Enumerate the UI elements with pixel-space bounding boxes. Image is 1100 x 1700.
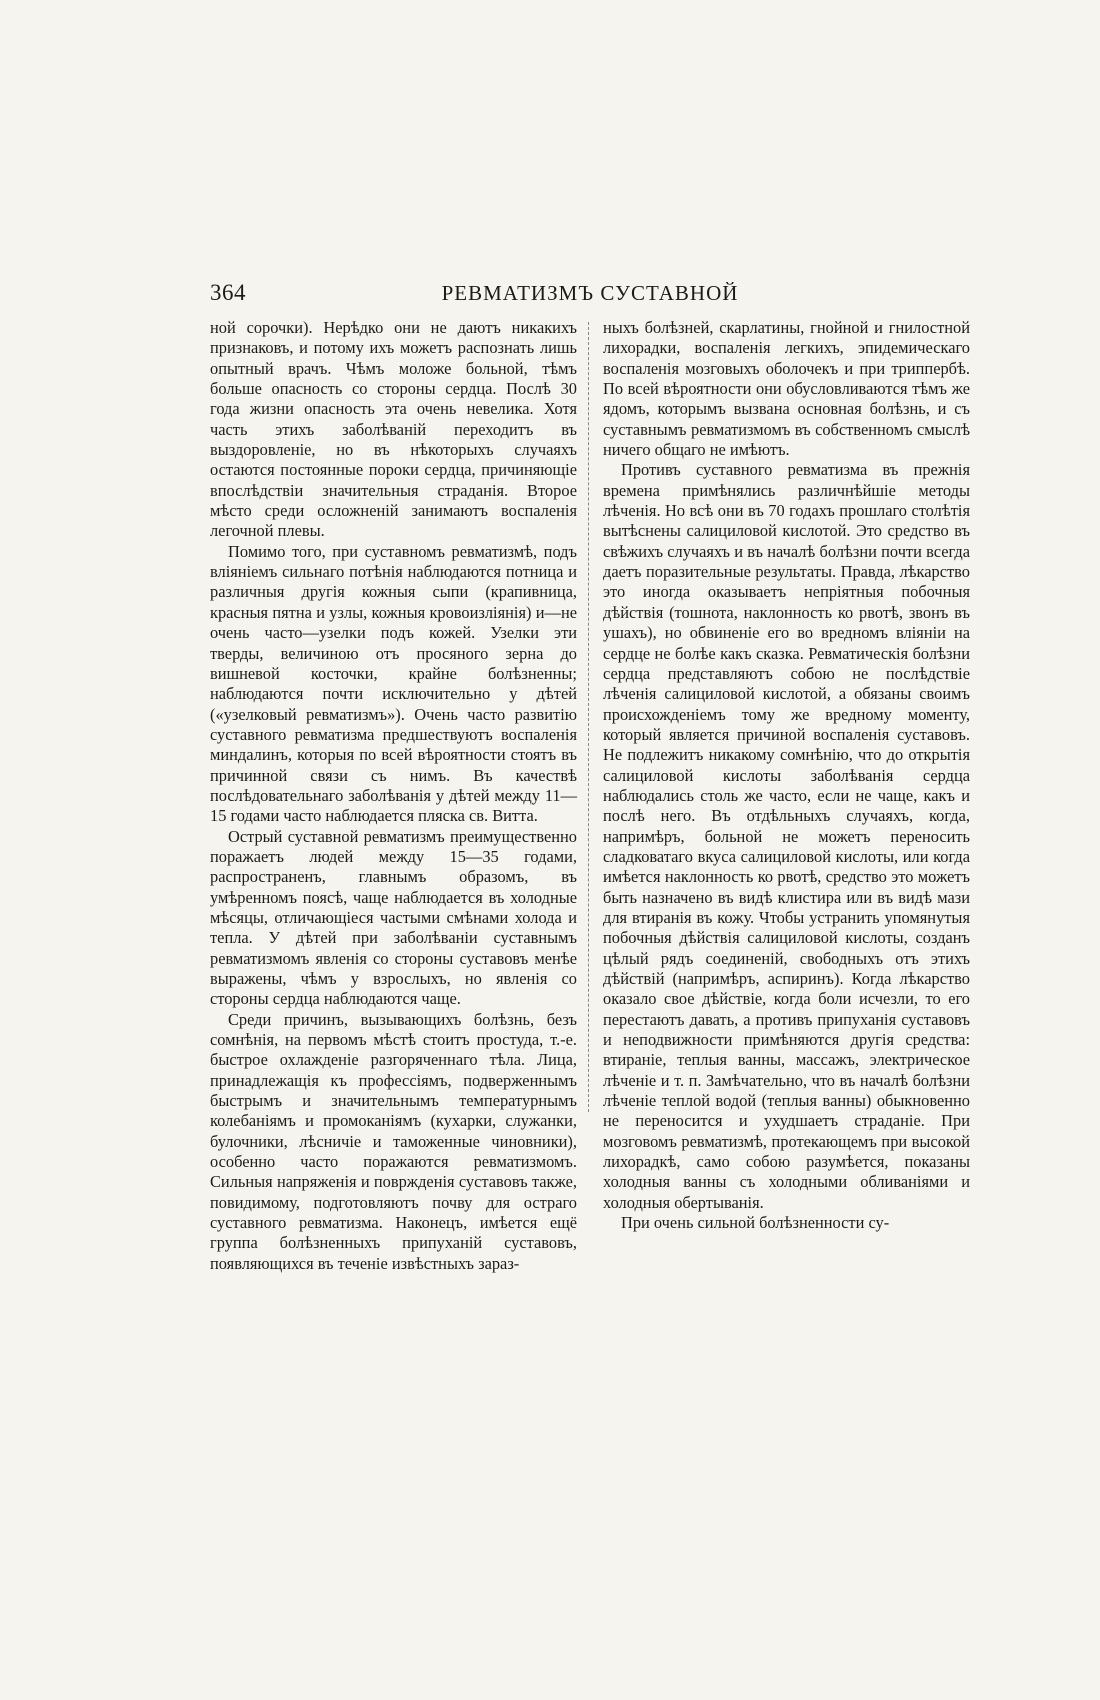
paragraph: Помимо того, при суставномъ ревматизмѣ, подъ вліяніемъ сильнаго потѣнія наблюдаются потница и различныя другія кожныя сыпи (крапивница, красныя пятна и узлы, кожныя кровоизліянія) и—не очень часто—узелки подъ кожей. Узелки эти тверды, величиною отъ просяного зерна до вишневой косточки, крайне болѣзненны; наблюдаются почти исключительно у дѣтей («узелковый ревматизмъ»). Очень часто развитію суставного ревматизма предшествуютъ воспаленія миндалинъ, которыя по всей вѣроятности стоятъ въ причинной связи съ нимъ. Въ качествѣ послѣдовательнаго заболѣванія у дѣтей между 11—15 годами часто наблюдается пляска св. Витта. xyxy=(210,541,577,826)
right-column xyxy=(603,318,970,1233)
paragraph: ной сорочки). Нерѣдко они не даютъ никакихъ признаковъ, и потому ихъ можетъ распознать лишь опытный врачъ. Чѣмъ моложе больной, тѣмъ больше опасность со стороны сердца. Послѣ 30 года жизни опасность эта очень невелика. Хотя часть этихъ заболѣваній переходитъ въ выздоровленіе, но въ нѣкоторыхъ случаяхъ остаются постоянные пороки сердца, причиняющіе впослѣдствіи значительныя страданія. Второе мѣсто среди осложненій занимаютъ воспаленія легочной плевы. xyxy=(210,318,577,541)
paragraph: При очень сильной болѣзненности су- xyxy=(621,1213,890,1233)
page-header xyxy=(210,280,970,306)
paragraph: ныхъ болѣзней, скарлатины, гнойной и гнилостной лихорадки, воспаленія легкихъ, эпидемическаго воспаленія мозговыхъ оболочекъ и при триппербѣ. По всей вѣроятности они обусловливаются тѣмъ же ядомъ, которымъ вызвана основная болѣзнь, и съ суставнымъ ревматизмомъ въ собственномъ смыслѣ ничего общаго не имѣютъ. xyxy=(603,318,970,460)
paragraph: Острый суставной ревматизмъ преимущественно поражаетъ людей между 15—35 годами, распространенъ, главнымъ образомъ, въ умѣренномъ поясѣ, чаще наблюдается въ холодные мѣсяцы, отличающіеся частыми смѣнами холода и тепла. У дѣтей при заболѣваніи суставнымъ ревматизмомъ явленія со стороны суставовъ менѣе выражены, чѣмъ у взрослыхъ, но явленія со стороны сердца наблюдаются чаще. xyxy=(210,826,577,1009)
left-column xyxy=(210,318,577,1274)
paragraph: Противъ суставного ревматизма въ прежнія времена примѣнялись различнѣйшіе методы лѣченія. Но всѣ они въ 70 годахъ прошлаго столѣтія вытѣснены салициловой кислотой. Это средство въ свѣжихъ случаяхъ и въ началѣ болѣзни почти всегда даетъ поразительные результаты. Правда, лѣкарство это иногда оказываетъ непріятныя побочныя дѣйствія (тошнота, наклонность ко рвотѣ, звонъ въ ушахъ), но обвиненіе его во вредномъ вліяніи на сердце не болѣе какъ сказка. Ревматическія болѣзни сердца представляютъ собою не послѣдствіе лѣченія салициловой кислотой, а обязаны своимъ происхожденіемъ тому же вредному моменту, который является причиной воспаленія суставовъ. Не подлежитъ никакому сомнѣнію, что до открытія салициловой кислоты заболѣванія сердца наблюдались столь же часто, если не чаще, какъ и послѣ него. Въ отдѣльныхъ случаяхъ, когда, напримѣръ, больной не можетъ переносить сладковатаго вкуса салициловой кислоты, или когда имѣется наклонность ко рвотѣ, средство это можетъ быть назначено въ видѣ клистира или въ видѣ мази для втиранія въ кожу. Чтобы устранить упомянутыя побочныя дѣйствія салициловой кислоты, созданъ цѣлый рядъ соединеній, свободныхъ отъ этихъ дѣйствій (напримѣръ, аспиринъ). Когда лѣкарство оказало свое дѣйствіе, когда боли исчезли, то его перестаютъ давать, а противъ припуханія суставовъ и неподвижности примѣняются другія средства: втираніе, теплыя ванны, массажъ, электрическое лѣченіе и т. п. Замѣчательно, что въ началѣ болѣзни лѣченіе теплой водой (теплыя ванны) обыкновенно не переносится и ухудшаетъ страданіе. При мозговомъ ревматизмѣ, протекающемъ при высокой лихорадкѣ, само собою разумѣется, показаны холодныя ванны съ холодными обливаніями и холодныя обертыванія. xyxy=(603,460,970,1212)
running-title: РЕВМАТИЗМЪ СУСТАВНОЙ xyxy=(441,281,739,305)
page-number: 364 xyxy=(210,280,246,305)
paragraph: Среди причинъ, вызывающихъ болѣзнь, безъ сомнѣнія, на первомъ мѣстѣ стоитъ простуда, т.-е. быстрое охлажденіе разгоряченнаго тѣла. Лица, принадлежащія къ профессіямъ, подверженнымъ быстрымъ и значительнымъ температурнымъ колебаніямъ и промоканіямъ (кухарки, служанки, булочники, лѣсничіе и таможенные чиновники), особенно часто поражаются ревматизмомъ. Сильныя напряженія и повржденія суставовъ также, повидимому, подготовляютъ почву для остраго суставного ревматизма. Наконецъ, имѣется ещё группа болѣзненныхъ припуханій суставовъ, появляющихся въ теченіе извѣстныхъ зараз- xyxy=(210,1009,577,1273)
column-divider xyxy=(588,322,589,1112)
